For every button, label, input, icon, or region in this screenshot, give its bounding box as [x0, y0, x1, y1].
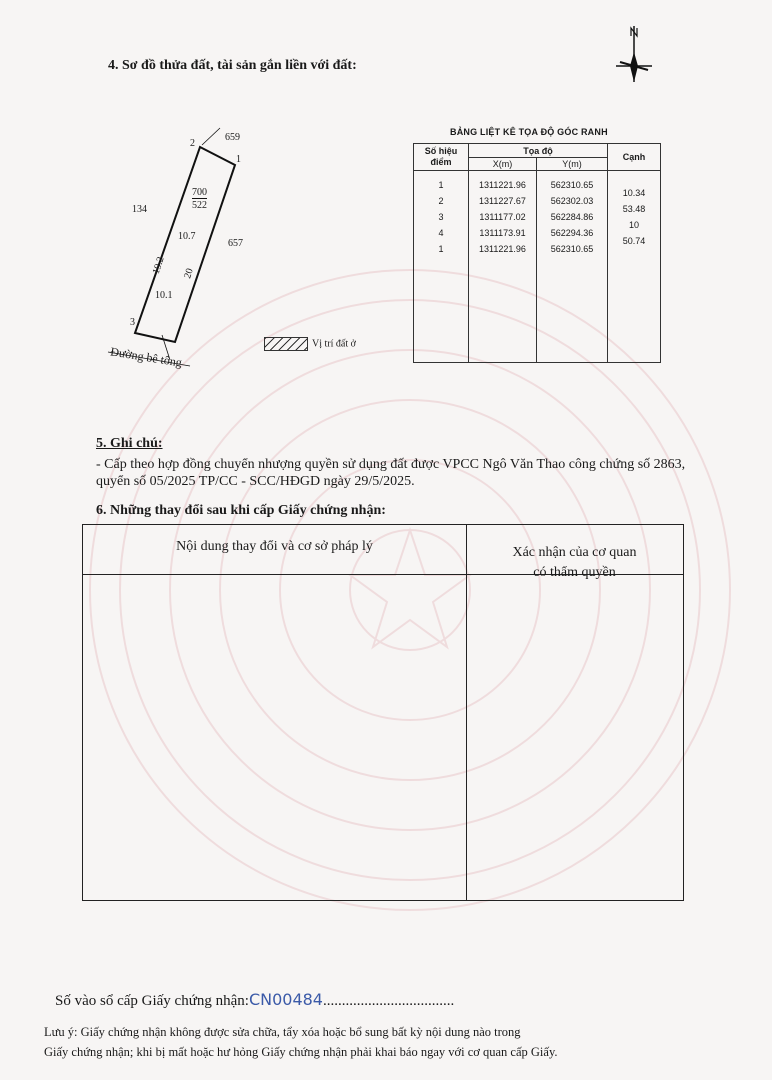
changes-header-confirmation: [466, 543, 683, 583]
road-label: Đường bê tông: [109, 344, 183, 370]
x-column: [469, 171, 537, 363]
confirmation-line-1: Xác nhận của cơ quan: [512, 545, 637, 560]
registration-line: [55, 990, 454, 1010]
footer-line-1: Lưu ý: Giấy chứng nhận không được sửa chữa, tẩy xóa hoặc bổ sung bất kỳ nội dung nào trong: [44, 1025, 521, 1039]
neighbor-east-label: 657: [228, 238, 243, 249]
table-row-edge: 53.48: [622, 204, 646, 214]
registration-number: CN00484: [248, 990, 323, 1009]
table-row-x: 1311177.02: [479, 212, 526, 222]
table-row-point: 1: [438, 244, 444, 254]
y-column: [537, 171, 608, 363]
table-row-y: 562302.03: [550, 196, 594, 206]
header-point: Số hiệu điểm: [414, 144, 469, 171]
coordinate-table: [413, 143, 661, 363]
header-edge: Cạnh: [608, 144, 661, 171]
table-row-point: 3: [438, 212, 444, 222]
parcel-number: 700: [192, 187, 207, 198]
table-row-x: 1311221.96: [479, 244, 526, 254]
section-5-text: - Cấp theo hợp đồng chuyển nhượng quyền sử dụng đất được VPCC Ngô Văn Thao công chứng số 2863, quyển số 05/2025 TP/CC - SCC/HĐGD ngày 29/5/2025.: [96, 457, 686, 489]
point-1-label: 1: [236, 154, 241, 165]
edge-label-west: 19.2: [150, 255, 167, 276]
footer-line-2: Giấy chứng nhận; khi bị mất hoặc hư hỏng Giấy chứng nhận phải khai báo ngay với cơ quan cấp Giấy.: [44, 1045, 558, 1059]
section-6-title: 6. Những thay đổi sau khi cấp Giấy chứng nhận:: [96, 503, 386, 518]
header-x: X(m): [469, 158, 537, 171]
table-row-point: 2: [438, 196, 444, 206]
edge-column: [608, 171, 661, 363]
point-column: [414, 171, 469, 363]
edge-label-top: 10.7: [178, 231, 196, 242]
table-row-y: 562284.86: [550, 212, 594, 222]
changes-table: [82, 524, 684, 901]
header-y: Y(m): [537, 158, 608, 171]
point-2-label: 2: [190, 138, 195, 149]
registration-label: Số vào sổ cấp Giấy chứng nhận:: [55, 993, 249, 1009]
neighbor-west-label: 134: [132, 204, 147, 215]
table-row-x: 1311173.91: [479, 228, 526, 238]
parcel-area: 522: [192, 200, 207, 211]
section-4-title: 4. Sơ đồ thửa đất, tài sản gắn liền với đất:: [108, 58, 357, 73]
table-row-y: 562294.36: [550, 228, 594, 238]
table-row-edge: 50.74: [622, 236, 646, 246]
table-row-point: 1: [438, 180, 444, 190]
confirmation-line-2: có thẩm quyền: [533, 565, 616, 580]
table-row-edge: 10: [628, 220, 639, 230]
neighbor-north-label: 659: [225, 132, 240, 143]
table-row-y: 562310.65: [550, 244, 594, 254]
table-row-y: 562310.65: [550, 180, 594, 190]
point-3-label: 3: [130, 317, 135, 328]
table-row-edge: 10.34: [622, 188, 646, 198]
registration-dots: ...................................: [322, 993, 455, 1009]
edge-label-bottom: 10.1: [155, 290, 173, 301]
legend-label: Vị trí đất ở: [312, 338, 356, 350]
hatch-icon: [264, 337, 308, 351]
section-5-title: 5. Ghi chú:: [96, 436, 163, 451]
table-row-point: 4: [438, 228, 444, 238]
table-row-x: 1311221.96: [479, 180, 526, 190]
north-arrow-icon: [612, 22, 656, 86]
edge-label-east: 20: [182, 267, 196, 280]
table-row-x: 1311227.67: [479, 196, 526, 206]
changes-header-content: Nội dung thay đổi và cơ sở pháp lý: [176, 539, 373, 554]
legend: [264, 337, 356, 351]
header-coord: Tọa độ: [469, 144, 608, 158]
coordinate-table-title: BẢNG LIỆT KÊ TỌA ĐỘ GÓC RANH: [450, 127, 608, 137]
footer-note: [44, 1022, 744, 1062]
